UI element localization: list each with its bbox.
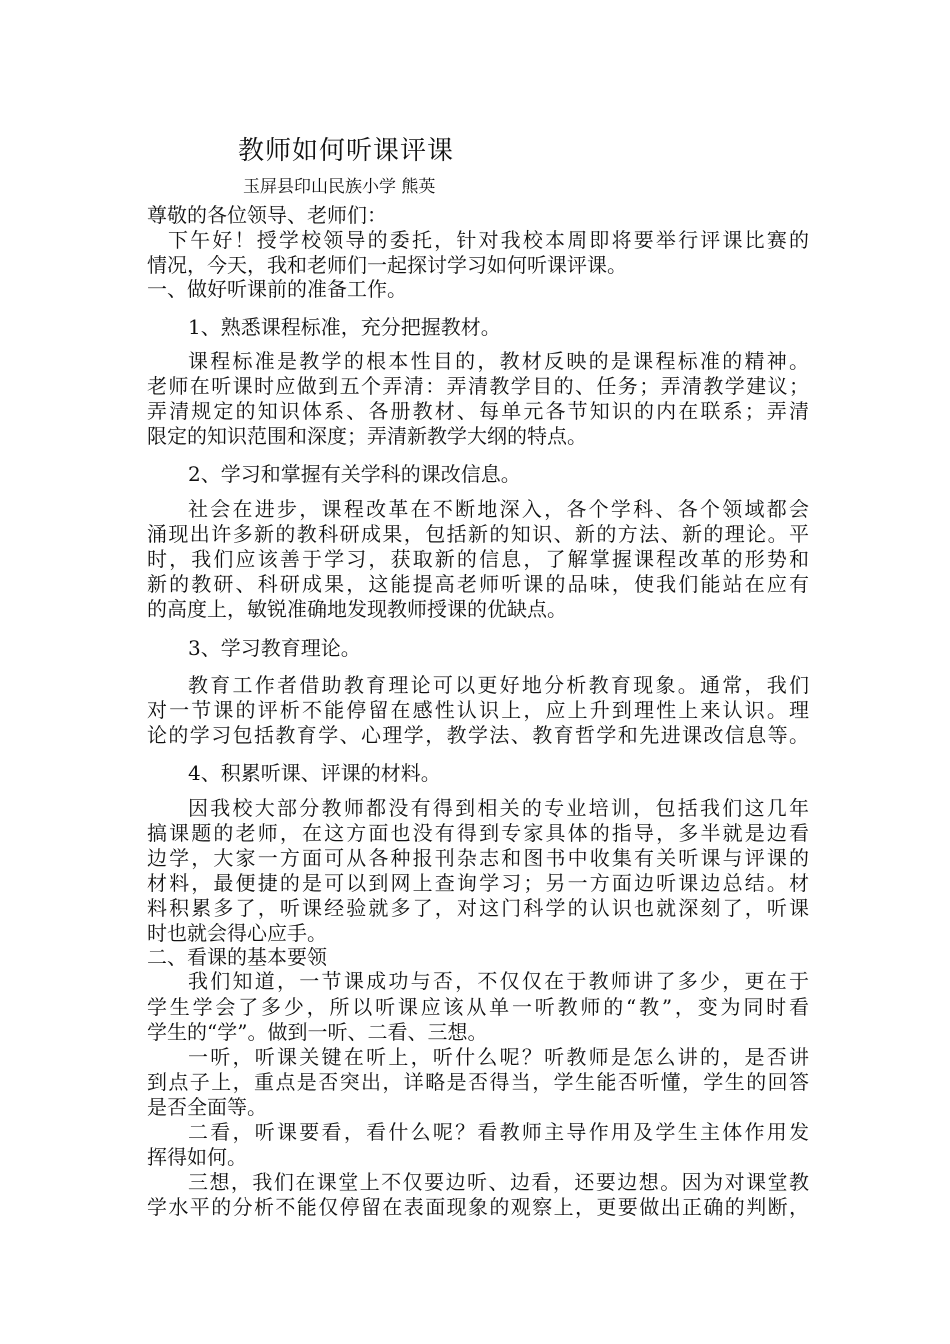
paragraph-line: 挥得如何。 — [147, 1145, 247, 1169]
paragraph-line: 一听，听课关键在听上，听什么呢？听教师是怎么讲的，是否讲 — [188, 1045, 809, 1069]
paragraph-line: 二看，听课要看，看什么呢？看教师主导作用及学生主体作用发 — [188, 1120, 809, 1144]
author-line: 玉屏县印山民族小学 熊英 — [243, 177, 436, 197]
paragraph-line: 时，我们应该善于学习，获取新的信息，了解掌握课程改革的形势和 — [147, 547, 809, 571]
intro-line: 情况，今天，我和老师们一起探讨学习如何听课评课。 — [147, 253, 627, 277]
paragraph-line: 的高度上，敏锐准确地发现教师授课的优缺点。 — [147, 597, 567, 621]
paragraph-line: 社会在进步，课程改革在不断地深入，各个学科、各个领域都会 — [188, 497, 809, 521]
paragraph-line: 边学，大家一方面可从各种报刊杂志和图书中收集有关听课与评课的 — [147, 846, 809, 870]
paragraph-line: 时也就会得心应手。 — [147, 921, 327, 945]
section1-heading: 一、做好听课前的准备工作。 — [147, 277, 407, 301]
intro-line: 下午好！授学校领导的委托，针对我校本周即将要举行评课比赛的 — [168, 228, 809, 252]
paragraph-line: 对一节课的评析不能停留在感性认识上，应上升到理性上来认识。理 — [147, 698, 809, 722]
paragraph-line: 因我校大部分教师都没有得到相关的专业培训，包括我们这几年 — [188, 796, 809, 820]
paragraph-line: 学生学会了多少，所以听课应该从单一听教师的“教”，变为同时看 — [147, 995, 809, 1019]
paragraph-line: 到点子上，重点是否突出，详略是否得当，学生能否听懂，学生的回答 — [147, 1070, 809, 1094]
paragraph-line: 课程标准是教学的根本性目的，教材反映的是课程标准的精神。 — [188, 349, 809, 373]
sub3-heading: 3、学习教育理论。 — [188, 636, 361, 660]
paragraph-line: 学生的“学”。做到一听、二看、三想。 — [147, 1020, 488, 1044]
paragraph-line: 教育工作者借助教育理论可以更好地分析教育现象。通常，我们 — [188, 673, 809, 697]
paragraph-line: 限定的知识范围和深度；弄清新教学大纲的特点。 — [147, 424, 587, 448]
paragraph-line: 料积累多了，听课经验就多了，对这门科学的认识也就深刻了，听课 — [147, 896, 809, 920]
paragraph-line: 材料，最便捷的是可以到网上查询学习；另一方面边听课边总结。材 — [147, 871, 809, 895]
sub1-heading: 1、熟悉课程标准，充分把握教材。 — [188, 315, 501, 339]
paragraph-line: 学水平的分析不能仅停留在表面现象的观察上，更要做出正确的判断， — [147, 1195, 809, 1219]
paragraph-line: 我们知道，一节课成功与否，不仅仅在于教师讲了多少，更在于 — [188, 969, 809, 993]
sub2-heading: 2、学习和掌握有关学科的课改信息。 — [188, 462, 521, 486]
section2-heading: 二、看课的基本要领 — [147, 945, 327, 969]
sub4-heading: 4、积累听课、评课的材料。 — [188, 761, 441, 785]
paragraph-line: 涌现出许多新的教科研成果，包括新的知识、新的方法、新的理论。平 — [147, 522, 809, 546]
paragraph-line: 论的学习包括教育学、心理学，教学法、教育哲学和先进课改信息等。 — [147, 723, 809, 747]
document-title: 教师如何听课评课 — [238, 136, 455, 166]
paragraph-line: 是否全面等。 — [147, 1095, 267, 1119]
paragraph-line: 三想，我们在课堂上不仅要边听、边看，还要边想。因为对课堂教 — [188, 1170, 809, 1194]
paragraph-line: 新的教研、科研成果，这能提高老师听课的品味，使我们能站在应有 — [147, 572, 809, 596]
salutation: 尊敬的各位领导、老师们： — [147, 203, 387, 227]
paragraph-line: 老师在听课时应做到五个弄清：弄清教学目的、任务；弄清教学建议； — [147, 374, 809, 398]
paragraph-line: 弄清规定的知识体系、各册教材、每单元各节知识的内在联系；弄清 — [147, 399, 809, 423]
paragraph-line: 搞课题的老师，在这方面也没有得到专家具体的指导，多半就是边看 — [147, 821, 809, 845]
